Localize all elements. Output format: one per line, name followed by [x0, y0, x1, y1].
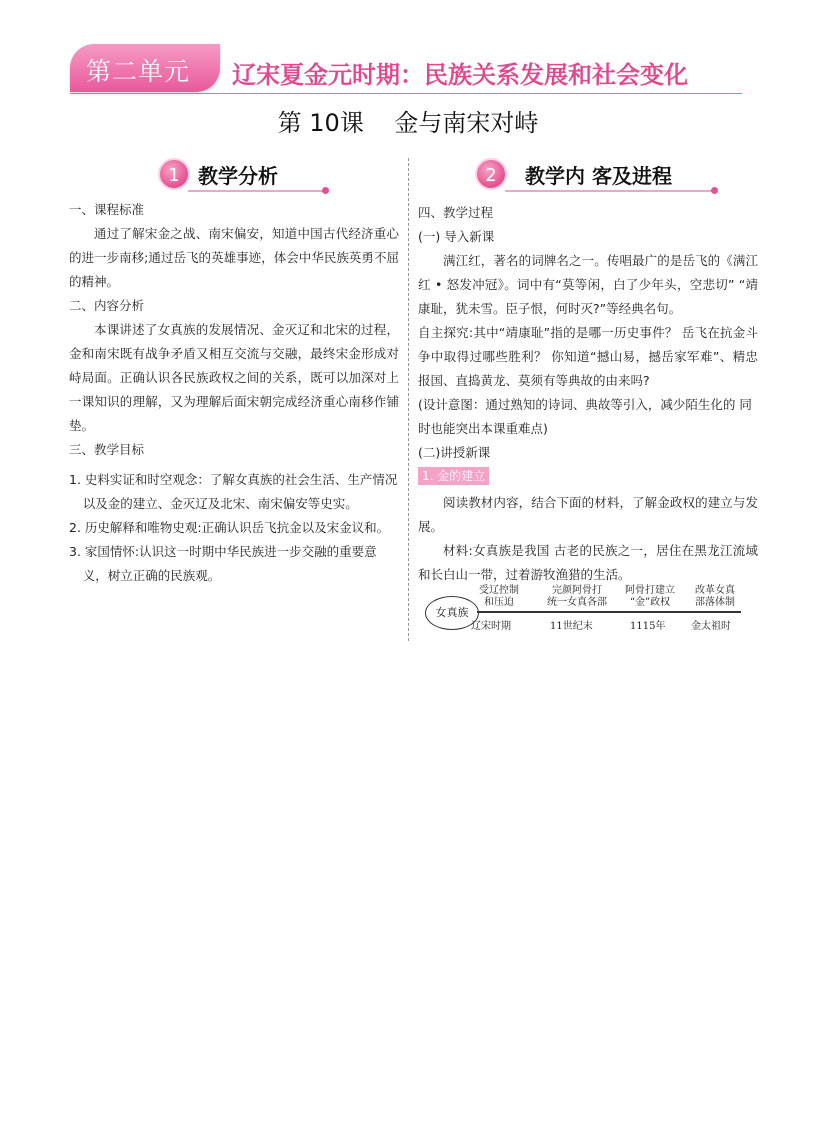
right-column: [418, 201, 758, 587]
unit-badge-label: 第二单元: [86, 57, 191, 86]
heading-teaching-process: 四、教学过程: [418, 205, 494, 220]
section-title: 教学内 客及进程: [525, 164, 672, 188]
timeline-figure: [425, 585, 745, 637]
heading-new-lesson: (二)讲授新课: [418, 445, 491, 460]
timeline-event-label: 改革女真 部落体制: [695, 585, 735, 608]
subsection-tag: 1. 金的建立: [418, 467, 489, 485]
timeline-event-date: 11世纪末: [550, 621, 593, 632]
section-dot: [711, 187, 718, 194]
section-number-badge: 1: [158, 158, 190, 190]
paragraph-reading-task: 阅读教材内容，结合下面的材料，了解金政权的建立与发展。: [418, 495, 758, 534]
heading-goals: 三、教学目标: [69, 442, 145, 457]
section-header-analysis: [158, 158, 330, 194]
section-underline: [188, 190, 326, 192]
paragraph-self-inquiry: 自主探究:其中“靖康耻”指的是哪一历史事件？ 岳飞在抗金斗争中取得过哪些胜利？ 你知道“撼山易，撼岳家军难”、精忠报国、直捣黄龙、莫须有等典故的由来吗?: [418, 325, 758, 388]
goal-item: 2. 历史解释和唯物史观:正确认识岳飞抗金以及宋金议和。: [69, 520, 390, 535]
lesson-title: 第 10课 金与南宋对峙: [277, 109, 539, 137]
column-divider: [408, 158, 409, 641]
section-number-badge: 2: [475, 158, 507, 190]
timeline-event-label: 受辽控制 和压迫: [479, 585, 519, 608]
paragraph-design-intent: (设计意图：通过熟知的诗词、典故等引入，减少陌生化的 同 时也能突出本课重难点): [418, 397, 752, 436]
timeline-axis: [477, 611, 741, 613]
section-header-process: [475, 158, 720, 194]
section-underline: [505, 190, 713, 192]
timeline-event-date: 辽宋时期: [471, 621, 511, 632]
section-title: 教学分析: [198, 164, 278, 188]
unit-title: 辽宋夏金元时期：民族关系发展和社会变化: [232, 61, 688, 89]
paragraph-curriculum: 通过了解宋金之战、南宋偏安，知道中国古代经济重心的进一步南移;通过岳飞的英雄事迹，体会中华民族英勇不屈的精神。: [69, 226, 399, 289]
header-divider: [70, 93, 742, 94]
paragraph-content-analysis: 本课讲述了女真族的发展情况、金灭辽和北宋的过程，金和南宋既有战争矛盾又相互交流与交融，最终宋金形成对峙局面。正确认识各民族政权之间的关系，既可以加深对上一课知识的理解，又为理解后面宋朝完成经济重心南移作铺垫。: [69, 322, 399, 433]
heading-curriculum: 一、课程标准: [69, 202, 145, 217]
paragraph-intro-poem: 满江红，著名的词牌名之一。传唱最广的是岳飞的《满江红 • 怒发冲冠》。词中有“莫等闲，白了少年头，空悲切” “靖康耻，犹未雪。臣子恨，何时灭?”等经典名句。: [418, 253, 758, 316]
paragraph-material: 材料:女真族是我国 古老的民族之一，居住在黑龙江流域和长白山一带，过着游牧渔猎的生活。: [418, 543, 758, 582]
timeline-event-label: 完颜阿骨打 统一女真各部: [547, 585, 607, 608]
heading-introduction: (一) 导入新课: [418, 229, 495, 244]
left-column: [69, 198, 399, 588]
heading-content-analysis: 二、内容分析: [69, 298, 145, 313]
goal-item: 1. 史料实证和时空观念：了解女真族的社会生活、生产情况以及金的建立、金灭辽及北宋、南宋偏安等史实。: [69, 472, 398, 511]
timeline-event-date: 金太祖时: [691, 621, 731, 632]
timeline-origin: 女真族: [425, 596, 479, 630]
timeline-event-label: 阿骨打建立 “金”政权: [625, 585, 675, 608]
goal-item: 3. 家国情怀:认识这一时期中华民族进一步交融的重要意义，树立正确的民族观。: [69, 544, 377, 583]
unit-badge: [70, 44, 220, 92]
section-dot: [322, 187, 329, 194]
timeline-event-date: 1115年: [630, 621, 666, 632]
